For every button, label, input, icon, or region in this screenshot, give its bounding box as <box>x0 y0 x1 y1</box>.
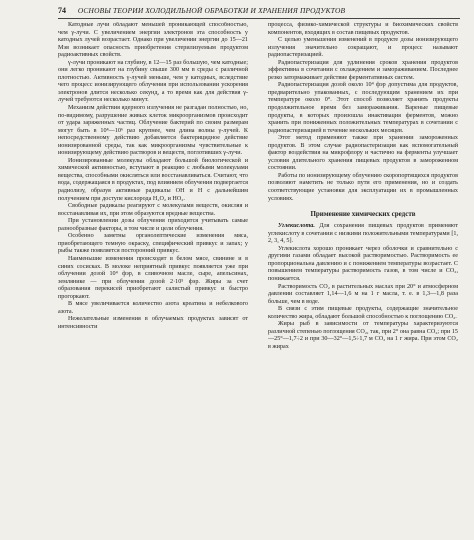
section-heading: Применение химических средств <box>310 210 416 219</box>
running-title: ОСНОВЫ ТЕОРИИ ХОЛОДИЛЬНОЙ ОБРАБОТКИ И ХРАНЕНИЯ ПРОДУКТОВ <box>77 6 346 15</box>
paragraph: Радиопастеризация для удлинения сроков хранения продуктов эффективна в сочетании с охлаждением и замораживанием. Последнее резко затормаживает действие ферментативных систем. <box>268 59 458 81</box>
paragraph: В связи с этим пищевые продукты, содержащие значительное количество жира, обладают большой способностью к поглощению CO₂. <box>268 306 458 320</box>
paragraph: Наименьшие изменения происходят в белом мясе, свинине и в синих сосисках. В молоке неприятный привкус появляется уже при облучении дозой 10⁴ фэр, в сливочном масле, сыре, апельсинах, землянике — при облучении дозой 2·10⁵ фэр. Жиры за счет образования перекисей приобретают салистый привкус и быстро прогоркают. <box>58 255 248 300</box>
paragraph: γ-лучи проникают на глубину, в 12—15 раз большую, чем катодные; они легко проникают на глубину свыше 300 мм в среды с различной плотностью. Активность γ-лучей меньше, чем у катодных, вследствие чего процесс ионизирующего облучения при использовании ускорения электронов длится несколько секунд, а то время как для действия γ-лучей требуются несколько минут. <box>58 59 248 104</box>
paragraph: Работы по ионизирующему облучению скоропортящихся продуктов позволяют наметить не только пути его применения, но и создать соответствующие установки для эксплуатации их в промышленных условиях. <box>268 172 458 202</box>
paragraph: Этот метод применяют также при хранении замороженных продуктов. В этом случае радиопастеризация как вспомогательный фактор воздействия на микрофлору и частично на ферменты улучшает условия длительного хранения пищевых продуктов в замороженном состоянии. <box>268 135 458 172</box>
paragraph: процесса, физико-химической структуры и биохимических свойств компонентов, входящих в состав пищевых продуктов. <box>268 22 458 36</box>
paragraph: Углекислота хорошо проникает через оболочки и сравнительно с другими газами обладает высокой растворимостью. Растворимость ее пропорциональна давлению и с понижением температуры возрастает. С повышением температуры растворимость газов, в том числе и CO₂, понижается. <box>268 245 458 282</box>
lead-term: Углекислота. <box>278 223 315 230</box>
right-column <box>268 22 458 536</box>
paragraph: Свободные радикалы реагируют с молекулами веществ, окисляя и восстанавливая их, при этом образуются вредные вещества. <box>58 203 248 217</box>
paragraph: С целью уменьшения изменений в продукте дозы ионизирующего излучения значительно сокращают, и процесс называют радиопастеризацией. <box>268 37 458 59</box>
page-number: 74 <box>58 6 66 15</box>
header-divider <box>58 18 460 19</box>
paragraph: Особенно заметны органолептические изменения мяса, приобретающего темную окраску, специфический привкус и запах; у рыбы также появляется посторонний привкус. <box>58 233 248 255</box>
paragraph: Радиопастеризация дозой около 10⁴ фэр допустима для продуктов, предварительно упакованных, с последующим хранением их при температуре около 0°. Этот способ позволяет хранить продукты продолжительное время без замораживания. Вареные пищевые продукты, в которых произошла инактивация ферментов, можно хранить при пониженных положительных температурах в сочетании с радиопастеризацией в течение нескольких месяцев. <box>268 82 458 134</box>
lead-text: Для сохранения пищевых продуктов применяют углекислоту в сочетании с низкими положительными температурами [1, 2, 3, 4, 5]. <box>268 223 458 245</box>
paragraph: Жиры рыб в зависимости от температуры характеризуются различной степенью поглощения CO₂, так, при 2° она равна CO₂; при 15—25°—1,7÷2 и при 30—32°—1,5÷1,7 м CO₂ на 1 г жира. При этом CO₂ в жирах <box>268 321 458 350</box>
paragraph: Механизм действия ядерного излучения не разгадан полностью, но, по-видимому, разрушение живых клеток микроорганизмов происходит от удара заряженных частиц. Облучение бактерий по своим размерам могут быть в 10⁴—10⁶ раз крупнее, чем длина волны γ-лучей. К непосредственному действию добавляется бактерицидное действие ионизированной среды, так как микроорганизмы чувствительные к ионизирующему действию растворов и веществ, поглотивших γ-лучи. <box>58 105 248 157</box>
paragraph: При установлении дозы облучения приходится учитывать самые разнообразные факторы, в том числе и цели облучения. <box>58 218 248 232</box>
paragraph: Ионизированные молекулы обладают большой биологической и химической активностью, вступают в реакцию с любыми молекулами вещества, способными окисляться или восстанавливаться. Считают, что вода, содержащаяся в продуктах, под влиянием облучения подвергается радиолизу, образуя активные радикалы OH и H с дальнейшим получением при доступе кислорода H₂O₂ и HO₂. <box>58 157 248 202</box>
lead-paragraph <box>268 223 458 246</box>
paragraph: В мясе увеличивается количество азота креатина и небелкового азота. <box>58 301 248 315</box>
paragraph: Катодные лучи обладают меньшей проникающей способностью, чем γ-лучи. С увеличением энергии электронов эта способность у катодных лучей возрастает. Однако при увеличении энергии до 15—21 Мэв возникает опасность приобретения стерилизуемым продуктом радиоактивных свойств. <box>58 22 248 59</box>
paragraph: Нежелательные изменения в облучаемых продуктах зависят от интенсивности <box>58 316 248 330</box>
left-column <box>58 22 248 536</box>
paragraph: Растворимость CO₂ в растительных маслах при 20° и атмосферном давлении составляет 1,14—1,6 м на 1 г масла, т. е. в 1,3—1,8 раза больше, чем в воде. <box>268 283 458 305</box>
